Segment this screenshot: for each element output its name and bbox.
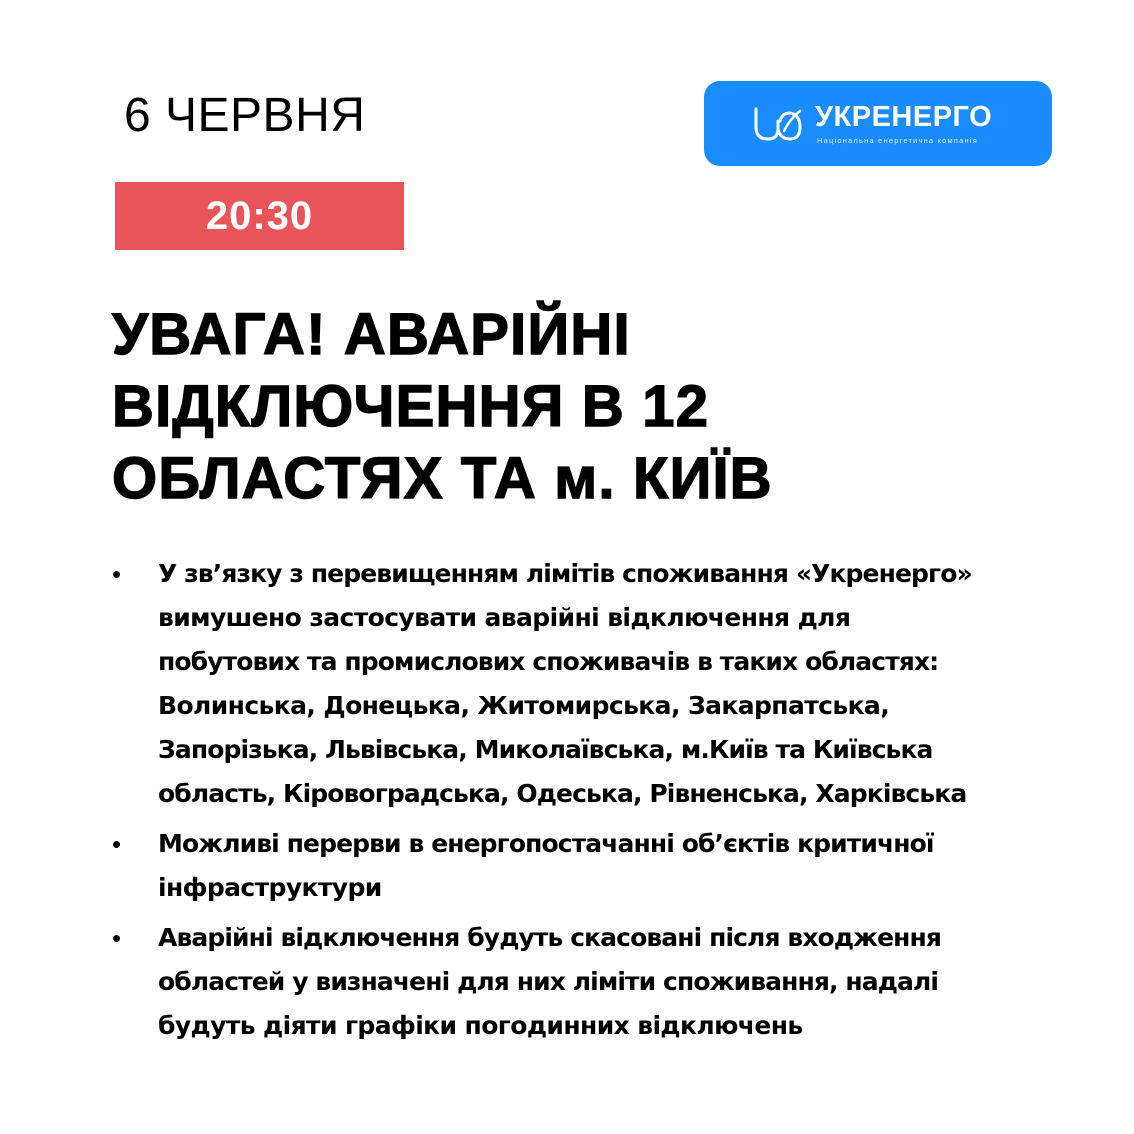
ukrenergo-logo-icon	[750, 103, 806, 145]
bullet-line: побутових та промислових споживачів в таких областях:	[158, 647, 939, 676]
notice-date: 6 ЧЕРВНЯ	[124, 89, 366, 142]
headline-line: ОБЛАСТЯХ ТА м. КИЇВ	[112, 446, 773, 511]
bullet-marker: •	[112, 829, 122, 859]
headline	[112, 299, 1012, 515]
bullet-line: будуть діяти графіки погодинних відключень	[158, 1011, 803, 1040]
ukrenergo-logo	[704, 81, 1052, 166]
bullet-line: Можливі перерви в енергопостачанні об’єктів критичної	[158, 829, 934, 858]
bullet-list	[110, 552, 1110, 1054]
list-item	[110, 916, 1110, 1048]
bullet-marker: •	[112, 923, 122, 953]
logo-subtitle: Національна енергетична компанія	[817, 136, 978, 145]
list-item	[110, 552, 1110, 816]
time-badge	[115, 182, 404, 250]
bullet-line: Волинська, Донецька, Житомирська, Закарпатська,	[158, 691, 890, 720]
headline-line: УВАГА! АВАРІЙНІ	[112, 302, 631, 367]
logo-name: УКРЕНЕРГО	[815, 101, 993, 133]
bullet-line: область, Кіровоградська, Одеська, Рівненська, Харківська	[158, 779, 967, 808]
notice-time: 20:30	[205, 194, 314, 238]
bullet-line: інфраструктури	[158, 873, 382, 902]
bullet-line: областей у визначені для них ліміти споживання, надалі	[158, 967, 939, 996]
bullet-line: Запорізька, Львівська, Миколаївська, м.Київ та Київська	[158, 735, 933, 764]
bullet-line: Аварійні відключення будуть скасовані після входження	[158, 923, 942, 952]
bullet-line: вимушено застосувати аварійні відключення для	[158, 603, 851, 632]
bullet-line: У зв’язку з перевищенням лімітів споживання «Укренерго»	[158, 559, 972, 588]
bullet-marker: •	[112, 559, 122, 589]
list-item	[110, 822, 1110, 910]
headline-line: ВІДКЛЮЧЕННЯ В 12	[112, 374, 710, 439]
